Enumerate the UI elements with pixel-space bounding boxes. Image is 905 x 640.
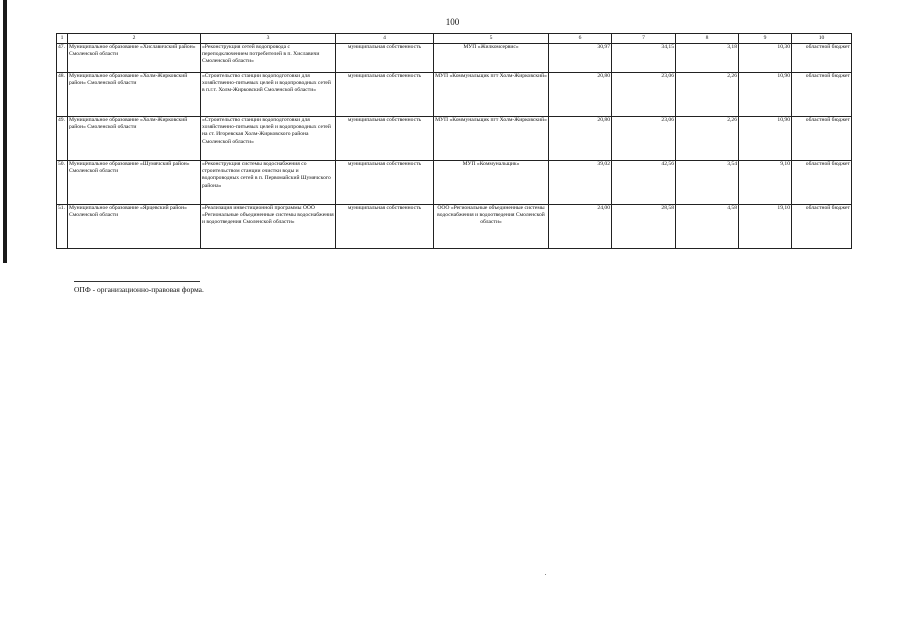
value-cell-6: 30,97: [549, 44, 612, 73]
table-row: [57, 117, 852, 161]
project-cell: «Реализация инвестиционной программы ООО «Региональные объединенные системы водоснабжения и водоотведения Смоленской области»: [201, 205, 336, 249]
data-table: [56, 33, 852, 249]
value-cell-9: 10,30: [739, 44, 792, 73]
row-number: 47.: [57, 44, 68, 73]
value-cell-6: 24,00: [549, 205, 612, 249]
column-header: 8: [676, 34, 739, 44]
table-row: [57, 205, 852, 249]
footnote-divider: [74, 281, 200, 282]
row-number: 51.: [57, 205, 68, 249]
value-cell-8: 3,18: [676, 44, 739, 73]
value-cell-9: 19,10: [739, 205, 792, 249]
funding-source-cell: областной бюджет: [792, 44, 852, 73]
funding-source-cell: областной бюджет: [792, 117, 852, 161]
scan-speck: [545, 574, 546, 575]
ownership-cell: муниципальная собственность: [336, 44, 434, 73]
column-header: 6: [549, 34, 612, 44]
value-cell-8: 2,26: [676, 73, 739, 117]
municipality-cell: Муниципальное образование «Холм-Жирковский район» Смоленской области: [68, 73, 201, 117]
funding-source-cell: областной бюджет: [792, 205, 852, 249]
value-cell-9: 10,90: [739, 117, 792, 161]
row-number: 49.: [57, 117, 68, 161]
ownership-cell: муниципальная собственность: [336, 161, 434, 205]
row-number: 48.: [57, 73, 68, 117]
project-cell: «Реконструкция сетей водопровода с переподключением потребителей в п. Хиславичи Смоленской области»: [201, 44, 336, 73]
value-cell-7: 23,06: [612, 73, 676, 117]
column-header: 1: [57, 34, 68, 44]
organization-cell: МУП «Коммунальщик пгт Холм-Жирковский»: [434, 117, 549, 161]
funding-source-cell: областной бюджет: [792, 73, 852, 117]
funding-source-cell: областной бюджет: [792, 161, 852, 205]
table-row: [57, 44, 852, 73]
municipality-cell: Муниципальное образование «Шумячский район» Смоленской области: [68, 161, 201, 205]
value-cell-8: 2,26: [676, 117, 739, 161]
column-header: 9: [739, 34, 792, 44]
column-header: 2: [68, 34, 201, 44]
table-row: [57, 73, 852, 117]
project-cell: «Строительство станции водоподготовки для хозяйственно-питьевых целей и водопроводных сетей в п.г.т. Холм-Жирковский Смоленской области»: [201, 73, 336, 117]
footnote: ОПФ - организационно-правовая форма.: [74, 285, 204, 294]
municipality-cell: Муниципальное образование «Холм-Жирковский район» Смоленской области: [68, 117, 201, 161]
row-number: 50.: [57, 161, 68, 205]
organization-cell: МУП «Коммунальщик пгт Холм-Жирковский»: [434, 73, 549, 117]
value-cell-7: 42,56: [612, 161, 676, 205]
table-row: [57, 161, 852, 205]
organization-cell: ООО «Региональные объединенные системы водоснабжения и водоотведения Смоленской области»: [434, 205, 549, 249]
ownership-cell: муниципальная собственность: [336, 73, 434, 117]
column-header: 4: [336, 34, 434, 44]
value-cell-6: 39,02: [549, 161, 612, 205]
page-number: 100: [445, 17, 460, 27]
column-header: 5: [434, 34, 549, 44]
ownership-cell: муниципальная собственность: [336, 205, 434, 249]
column-header: 7: [612, 34, 676, 44]
organization-cell: МУП «Коммунальщик»: [434, 161, 549, 205]
value-cell-9: 9,10: [739, 161, 792, 205]
project-cell: «Строительство станции водоподготовки для хозяйственно-питьевых целей и водопроводных сетей на ст. Игоревская Холм-Жирковского района Смоленской области»: [201, 117, 336, 161]
municipality-cell: Муниципальное образование «Ярцевский район» Смоленской области: [68, 205, 201, 249]
value-cell-6: 20,80: [549, 73, 612, 117]
organization-cell: МУП «Жилкомсервис»: [434, 44, 549, 73]
value-cell-7: 23,06: [612, 117, 676, 161]
value-cell-8: 4,58: [676, 205, 739, 249]
table-header-row: [57, 34, 852, 44]
value-cell-8: 3,54: [676, 161, 739, 205]
column-header: 3: [201, 34, 336, 44]
value-cell-9: 10,90: [739, 73, 792, 117]
column-header: 10: [792, 34, 852, 44]
value-cell-7: 28,58: [612, 205, 676, 249]
binding-edge-bar: [3, 0, 7, 263]
project-cell: «Реконструкция системы водоснабжения со строительством станции очистки воды и водопроводных сетей в п. Первомайский Шумячского района»: [201, 161, 336, 205]
ownership-cell: муниципальная собственность: [336, 117, 434, 161]
municipality-cell: Муниципальное образование «Хиславичский район» Смоленской области: [68, 44, 201, 73]
value-cell-6: 20,80: [549, 117, 612, 161]
value-cell-7: 34,15: [612, 44, 676, 73]
